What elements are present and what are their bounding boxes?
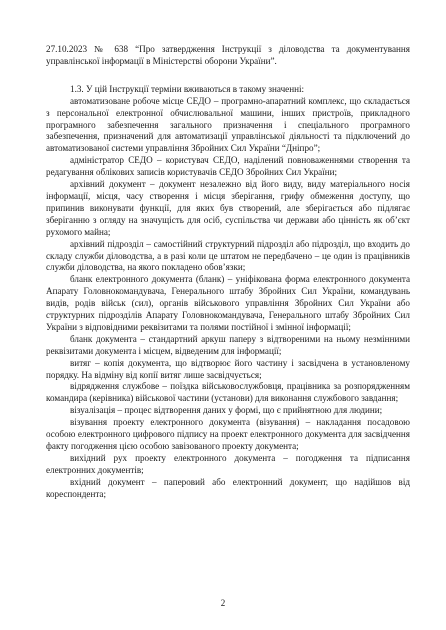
definition-paragraph: архівний підрозділ – самостійний структурний підрозділ або підрозділ, що входить до складу служби діловодства, а в разі коли це штатом не передбачено – це один із працівників служби діловодства, на якого покладено обов’язки; <box>46 238 410 273</box>
definition-paragraph: бланк документа – стандартний аркуш паперу з відтвореними на ньому незмінними реквізитами документа і місцем, відведеним для інформації; <box>46 333 410 356</box>
section-heading: 1.3. У цій Інструкції терміни вживаються в такому значенні: <box>70 83 305 94</box>
definition-paragraph: відрядження службове – поїздка військовослужбовця, працівника за розпорядженням командира (керівника) військової частини (установи) для виконання службового завдання; <box>46 381 410 404</box>
definition-paragraph: вихідний рух проекту електронного документа – погодження та підписання електронних документів; <box>46 452 410 475</box>
definition-paragraph: адміністратор СЕДО – користувач СЕДО, наділений повноваженнями створення та редагування облікових записів користувачів СЕДО Збройних Сил України; <box>46 155 410 178</box>
definition-paragraph: візування проекту електронного документа (візування) – накладання посадовою особою електронного цифрового підпису на проект електронного документа для засвідчення факту погодження цією особою завізованого проекту документа; <box>46 417 410 451</box>
order-reference-header: 27.10.2023 № 638 “Про затвердження Інструкції з діловодства та документування управлінської інформації в Міністерстві оборони України”. <box>46 44 410 66</box>
page-number: 2 <box>220 598 226 609</box>
definition-paragraph: візуалізація – процес відтворення даних у формі, що є прийнятною для людини; <box>70 405 383 416</box>
definition-paragraph: автоматизоване робоче місце СЕДО – програмно-апаратний комплекс, що складається з персональної електронної обчислювальної машини, інших пристроїв, прикладного програмного забезпечення загального призначення і спеціального програмного забезпечення, призначений для автоматизації управлінської діяльності та підключений до автоматизованої системи управління Збройних Сил України “Дніпро”; <box>46 95 410 154</box>
definition-paragraph: вхідний документ – паперовий або електронний документ, що надійшов від кореспондента; <box>46 476 410 499</box>
definition-paragraph: архівний документ – документ незалежно від його виду, виду матеріального носія інформації, місця, часу створення і місця зберігання, грифу обмеження доступу, що припинив виконувати функції, для яких був створений, але зберігається або підлягає зберіганню з огляду на значущість для осіб, суспільства чи держави або цінність як об’єкт рухомого майна; <box>46 179 410 237</box>
definition-paragraph: бланк електронного документа (бланк) – уніфікована форма електронного документа Апарату Головнокомандувача, Генерального штабу Збройних Сил України, командувань видів, родів військ (сил), органів військового управління Збройних Сил України або структурних підрозділів Апарату Головнокомандувача, Генерального штабу Збройних Сил України з відповідними реквізитами та полями постійної і змінної інформації; <box>46 274 410 332</box>
definition-paragraph: витяг – копія документа, що відтворює його частину і засвідчена в установленому порядку. На відміну від копії витяг лише засвідчується; <box>46 357 410 380</box>
